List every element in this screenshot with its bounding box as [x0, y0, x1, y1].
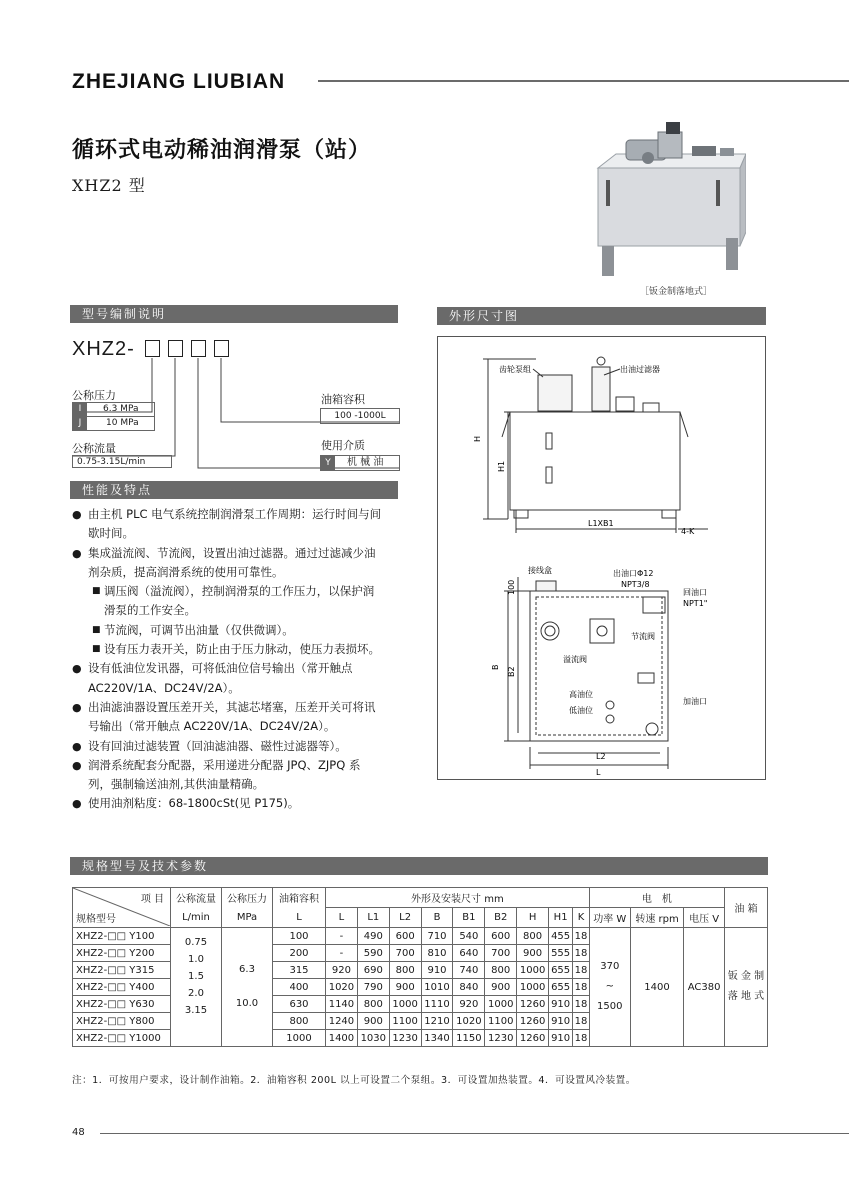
cell-model: XHZ2-□□ Y100	[73, 928, 171, 945]
label-gear-pump: 齿轮泵组	[499, 365, 531, 374]
cell-dim-K: 18	[573, 996, 590, 1013]
cell-dim-B2: 1000	[485, 996, 517, 1013]
col-rpm: 转速 rpm	[630, 908, 683, 928]
cell-dim-H1: 910	[549, 996, 573, 1013]
cell-dim-L1: 690	[357, 962, 389, 979]
feature-line: ■ 节流阀，可调节出油量（仅供微调）。	[72, 621, 402, 640]
photo-caption: ［钣金制落地式］	[640, 287, 713, 297]
cell-dim-H1: 655	[549, 962, 573, 979]
cell-dim-L: 1240	[326, 1013, 358, 1030]
header-item: 项 目	[140, 894, 164, 905]
cell-dim-L2: 1100	[389, 1013, 421, 1030]
medium-code: Y	[321, 456, 335, 470]
cell-dim-H: 1260	[517, 996, 549, 1013]
feature-line: ■ 设有压力表开关，防止由于压力脉动，使压力表损坏。	[72, 640, 402, 659]
cell-dim-H: 800	[517, 928, 549, 945]
cell-dim-B1: 640	[453, 945, 485, 962]
code-prefix: XHZ2-	[72, 338, 135, 360]
feature-line: 歇时间。	[88, 526, 134, 541]
cell-dim-B: 910	[421, 962, 453, 979]
cell-dim-L2: 1230	[389, 1030, 421, 1047]
label-outlet: 出油口Φ12	[613, 569, 654, 578]
col-L: L	[326, 908, 358, 928]
col-L2: L2	[389, 908, 421, 928]
pressure-opt-value: 10 MPa	[106, 418, 139, 428]
cell-dim-B1: 920	[453, 996, 485, 1013]
label-low-level: 低油位	[569, 706, 593, 715]
feature-line: ● 设有回油过滤装置（回油滤油器、磁性过滤器等）。	[72, 737, 402, 756]
spec-table	[72, 887, 768, 1047]
section-model-code: 型号编制说明	[70, 305, 398, 323]
col-power: 功率 W	[589, 908, 630, 928]
col-B1: B1	[453, 908, 485, 928]
tank-type-value: 落 地 式	[727, 991, 765, 1002]
header-dims: 外形及安装尺寸 mm	[326, 888, 590, 908]
cell-dim-L: 920	[326, 962, 358, 979]
feature-line: 剂杂质，提高润滑系统的使用可靠性。	[88, 564, 284, 579]
cell-dim-B2: 800	[485, 962, 517, 979]
code-box-1	[145, 340, 160, 357]
flow-value: 2.0	[188, 988, 204, 999]
cell-model: XHZ2-□□ Y315	[73, 962, 171, 979]
section-dimensions: 外形尺寸图	[437, 307, 766, 325]
cell-tank: 200	[273, 945, 326, 962]
cell-dim-L: -	[326, 945, 358, 962]
cell-dim-K: 18	[573, 979, 590, 996]
medium-label: 使用介质	[321, 439, 365, 452]
label-4K: 4-K	[681, 527, 695, 536]
tank-type-value: 钣 金 制	[727, 971, 765, 982]
header-motor: 电 机	[589, 888, 724, 908]
label-out-filter: 出油过滤器	[620, 365, 660, 374]
cell-dim-B2: 600	[485, 928, 517, 945]
product-photo	[596, 120, 746, 280]
label-npt1: NPT1"	[683, 599, 708, 608]
label-throttle: 节流阀	[631, 632, 655, 641]
cell-dim-L1: 590	[357, 945, 389, 962]
pressure-opt-value: 6.3 MPa	[103, 404, 139, 414]
cell-dim-L1: 1030	[357, 1030, 389, 1047]
cell-dim-B: 1110	[421, 996, 453, 1013]
medium-value	[320, 455, 400, 471]
cell-dim-H: 1000	[517, 979, 549, 996]
pressure-value: 10.0	[235, 998, 259, 1009]
cell-dim-B: 1010	[421, 979, 453, 996]
pressure-opt-1	[72, 402, 155, 417]
label-L: L	[596, 768, 601, 777]
cell-dim-B1: 740	[453, 962, 485, 979]
header-pressure-unit: MPa	[222, 908, 273, 928]
flow-value: 0.75-3.15L/min	[72, 455, 172, 468]
power-value: 1500	[597, 1001, 623, 1012]
cell-dim-H1: 910	[549, 1013, 573, 1030]
cell-model: XHZ2-□□ Y800	[73, 1013, 171, 1030]
cell-dim-K: 18	[573, 1013, 590, 1030]
header-item-model	[73, 888, 171, 928]
feature-line: ● 由主机 PLC 电气系统控制润滑泵工作周期：运行时间与间	[72, 505, 402, 524]
code-box-2	[168, 340, 183, 357]
cell-model: XHZ2-□□ Y1000	[73, 1030, 171, 1047]
feature-line: 列，强制输送油剂,其供油量精确。	[88, 777, 265, 792]
cell-dim-B1: 1020	[453, 1013, 485, 1030]
col-L1: L1	[357, 908, 389, 928]
cell-dim-B2: 1100	[485, 1013, 517, 1030]
label-L2: L2	[596, 752, 606, 761]
power-value: 370	[600, 961, 620, 972]
cell-dim-L: 1140	[326, 996, 358, 1013]
feature-line: 滑泵的工作安全。	[104, 603, 196, 618]
cell-tank: 400	[273, 979, 326, 996]
cell-dim-H1: 910	[549, 1030, 573, 1047]
feature-line: 号输出（常开触点 AC220V/1A、DC24V/2A）。	[88, 719, 336, 734]
header-rule	[318, 80, 849, 82]
flow-value: 0.75	[184, 937, 208, 948]
cell-dim-B1: 840	[453, 979, 485, 996]
col-voltage: 电压 V	[684, 908, 725, 928]
label-H: H	[473, 435, 482, 442]
features-list	[72, 505, 402, 814]
label-junction-box: 接线盒	[528, 566, 552, 575]
model-title: XHZ2 型	[72, 176, 146, 195]
header-pressure: 公称压力	[222, 888, 273, 908]
table-note: 注：1．可按用户要求，设计制作油箱。2．油箱容积 200L 以上可设置二个泵组。3．可设置加热装置。4．可设置风冷装置。	[72, 1075, 636, 1086]
code-box-4	[214, 340, 229, 357]
cell-dim-K: 18	[573, 945, 590, 962]
pressure-value: 6.3	[239, 964, 255, 975]
medium-text: 机 械 油	[347, 457, 384, 468]
feature-line: ● 润滑系统配套分配器，采用递进分配器 JPQ、ZJPQ 系	[72, 756, 402, 775]
power-value: ~	[605, 981, 614, 992]
page-title: 循环式电动稀油润滑泵（站）	[72, 138, 372, 163]
header-tank-unit: L	[273, 908, 326, 928]
cell-dim-B1: 540	[453, 928, 485, 945]
flow-label: 公称流量	[72, 442, 116, 455]
pressure-label: 公称压力	[72, 389, 116, 402]
cell-dim-L: -	[326, 928, 358, 945]
cell-dim-B: 1340	[421, 1030, 453, 1047]
section-spec: 规格型号及技术参数	[70, 857, 768, 875]
label-H1: H1	[497, 460, 506, 472]
cell-dim-K: 18	[573, 962, 590, 979]
header-tank-type: 油 箱	[725, 888, 768, 928]
cell-dim-H: 1260	[517, 1030, 549, 1047]
cell-dim-L2: 1000	[389, 996, 421, 1013]
cell-dim-B: 710	[421, 928, 453, 945]
feature-line: ● 出油滤油器设置压差开关，其滤芯堵塞，压差开关可将讯	[72, 698, 402, 717]
label-relief: 溢流阀	[563, 655, 587, 664]
col-H: H	[517, 908, 549, 928]
feature-line: AC220V/1A、DC24V/2A）。	[88, 680, 240, 695]
pressure-opt-2	[72, 416, 155, 431]
cell-dim-L2: 900	[389, 979, 421, 996]
cell-dim-B2: 900	[485, 979, 517, 996]
label-fill: 加油口	[683, 697, 707, 706]
cell-dim-H1: 455	[549, 928, 573, 945]
cell-pressure	[222, 928, 273, 1047]
cell-model: XHZ2-□□ Y630	[73, 996, 171, 1013]
cell-tank-type	[725, 928, 768, 1047]
tank-value: 100 -1000L	[320, 408, 400, 424]
cell-dim-L2: 700	[389, 945, 421, 962]
cell-model: XHZ2-□□ Y400	[73, 979, 171, 996]
flow-value: 1.0	[188, 954, 204, 965]
label-L1xB1: L1XB1	[588, 519, 614, 528]
cell-dim-H: 1000	[517, 962, 549, 979]
cell-power	[589, 928, 630, 1047]
cell-model: XHZ2-□□ Y200	[73, 945, 171, 962]
label-high-level: 高油位	[569, 690, 593, 699]
cell-dim-B2: 700	[485, 945, 517, 962]
header-tank: 油箱容积	[273, 888, 326, 908]
col-B2: B2	[485, 908, 517, 928]
cell-tank: 630	[273, 996, 326, 1013]
header-flow-unit: L/min	[171, 908, 222, 928]
feature-line: ● 使用油剂粘度：68-1800cSt(见 P175)。	[72, 794, 402, 813]
cell-dim-L: 1020	[326, 979, 358, 996]
cell-dim-K: 18	[573, 1030, 590, 1047]
cell-rpm: 1400	[630, 928, 683, 1047]
cell-dim-B: 810	[421, 945, 453, 962]
code-box-3	[191, 340, 206, 357]
cell-dim-L1: 800	[357, 996, 389, 1013]
cell-dim-B2: 1230	[485, 1030, 517, 1047]
section-performance: 性能及特点	[70, 481, 398, 499]
label-100: 100	[507, 579, 516, 595]
label-B2: B2	[507, 666, 516, 677]
brand-name: ZHEJIANG LIUBIAN	[72, 70, 286, 93]
cell-dim-L: 1400	[326, 1030, 358, 1047]
cell-dim-L1: 790	[357, 979, 389, 996]
cell-dim-L1: 900	[357, 1013, 389, 1030]
cell-tank: 100	[273, 928, 326, 945]
cell-dim-H: 900	[517, 945, 549, 962]
cell-dim-H: 1260	[517, 1013, 549, 1030]
cell-dim-L2: 600	[389, 928, 421, 945]
cell-dim-L2: 800	[389, 962, 421, 979]
cell-dim-B1: 1150	[453, 1030, 485, 1047]
feature-line: ● 集成溢流阀、节流阀，设置出油过滤器。通过过滤减少油	[72, 544, 402, 563]
feature-line: ■ 调压阀（溢流阀），控制润滑泵的工作压力，以保护润	[72, 582, 402, 601]
cell-dim-B: 1210	[421, 1013, 453, 1030]
col-H1: H1	[549, 908, 573, 928]
col-B: B	[421, 908, 453, 928]
pressure-opt-code: I	[73, 403, 87, 416]
header-model: 规格型号	[76, 914, 116, 925]
cell-flow	[171, 928, 222, 1047]
flow-value: 3.15	[184, 1005, 208, 1016]
feature-line: ● 设有低油位发讯器，可将低油位信号输出（常开触点	[72, 659, 402, 678]
table-row	[73, 928, 768, 945]
cell-dim-H1: 655	[549, 979, 573, 996]
label-B: B	[491, 664, 500, 670]
cell-dim-K: 18	[573, 928, 590, 945]
page-number: 48	[72, 1127, 85, 1138]
cell-voltage: AC380	[684, 928, 725, 1047]
tank-label: 油箱容积	[321, 393, 365, 406]
flow-value: 1.5	[188, 971, 204, 982]
label-npt38: NPT3/8	[621, 580, 650, 589]
footer-rule	[100, 1133, 849, 1134]
cell-tank: 1000	[273, 1030, 326, 1047]
cell-dim-H1: 555	[549, 945, 573, 962]
cell-tank: 315	[273, 962, 326, 979]
cell-tank: 800	[273, 1013, 326, 1030]
cell-dim-L1: 490	[357, 928, 389, 945]
header-flow: 公称流量	[171, 888, 222, 908]
col-K: K	[573, 908, 590, 928]
pressure-opt-code: J	[73, 417, 87, 430]
dimension-drawing	[437, 336, 766, 780]
label-return: 回油口	[683, 588, 707, 597]
